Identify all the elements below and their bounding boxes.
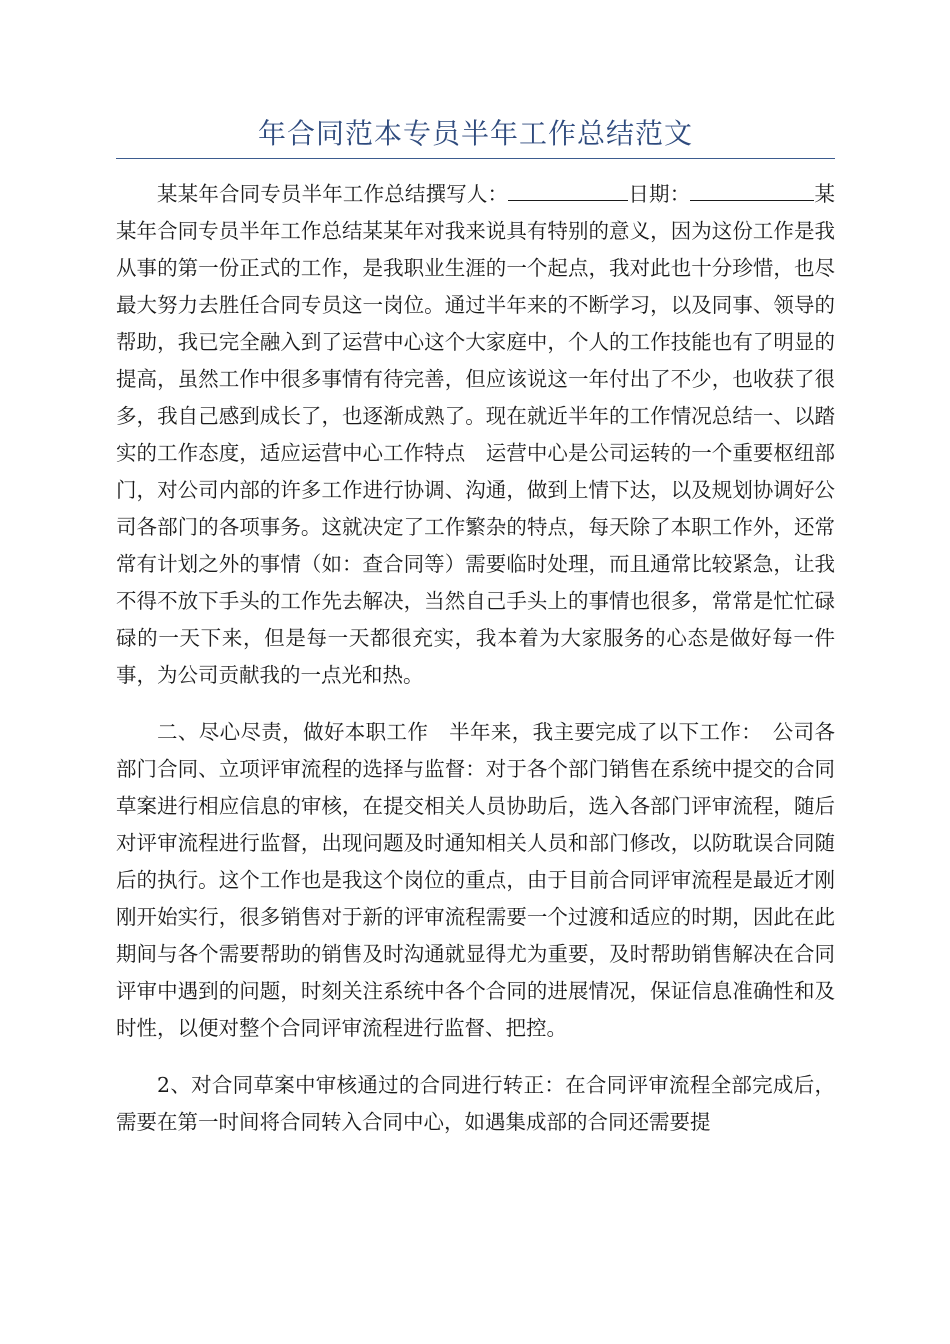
paragraph-2: 二、尽心尽责，做好本职工作 半年来，我主要完成了以下工作： 公司各部门合同、立项评审流程的选择与监督：对于各个部门销售在系统中提交的合同草案进行相应信息的审核，在提交相关人员协助后，选入各部门评审流程，随后对评审流程进行监督，出现问题及时通知相关人员和部门修改，以防耽误合同随后的执行。这个工作也是我这个岗位的重点，由于目前合同评审流程是最近才刚刚开始实行，很多销售对于新的评审流程需要一个过渡和适应的时期，因此在此期间与各个需要帮助的销售及时沟通就显得尤为重要，及时帮助销售解决在合同评审中遇到的问题，时刻关注系统中各个合同的进展情况，保证信息准确性和及时性，以便对整个合同评审流程进行监督、把控。 <box>116 720 835 1040</box>
document-title: 年合同范本专员半年工作总结范文 <box>257 117 693 150</box>
paragraph-1 <box>116 176 835 694</box>
writer-blank <box>508 182 628 201</box>
paragraph-1-text: 某某年合同专员半年工作总结某某年对我来说具有特别的意义，因为这份工作是我从事的第一份正式的工作，是我职业生涯的一个起点，我对此也十分珍惜，也尽最大努力去胜任合同专员这一岗位。通过半年来的不断学习，以及同事、领导的帮助，我已完全融入到了运营中心这个大家庭中，个人的工作技能也有了明显的提高，虽然工作中很多事情有待完善，但应该说这一年付出了不少，也收获了很多，我自己感到成长了，也逐渐成熟了。现在就近半年的工作情况总结一、以踏实的工作态度，适应运营中心工作特点 运营中心是公司运转的一个重要枢纽部门，对公司内部的许多工作进行协调、沟通，做到上情下达，以及规划协调好公司各部门的各项事务。这就决定了工作繁杂的特点，每天除了本职工作外，还常常有计划之外的事情（如：查合同等）需要临时处理，而且通常比较紧急，让我不得不放下手头的工作先去解决，当然自己手头上的事情也很多，常常是忙忙碌碌的一天下来，但是每一天都很充实，我本着为大家服务的心态是做好每一件事，为公司贡献我的一点光和热。 <box>116 182 836 687</box>
document-body <box>116 176 835 1141</box>
writer-label: 某某年合同专员半年工作总结撰写人： <box>157 182 509 206</box>
date-label: 日期： <box>628 182 691 206</box>
paragraph-3: 2、对合同草案中审核通过的合同进行转正：在合同评审流程全部完成后，需要在第一时间将合同转入合同中心，如遇集成部的合同还需要提 <box>116 1073 835 1134</box>
title-block <box>116 112 835 159</box>
date-blank <box>690 182 814 201</box>
